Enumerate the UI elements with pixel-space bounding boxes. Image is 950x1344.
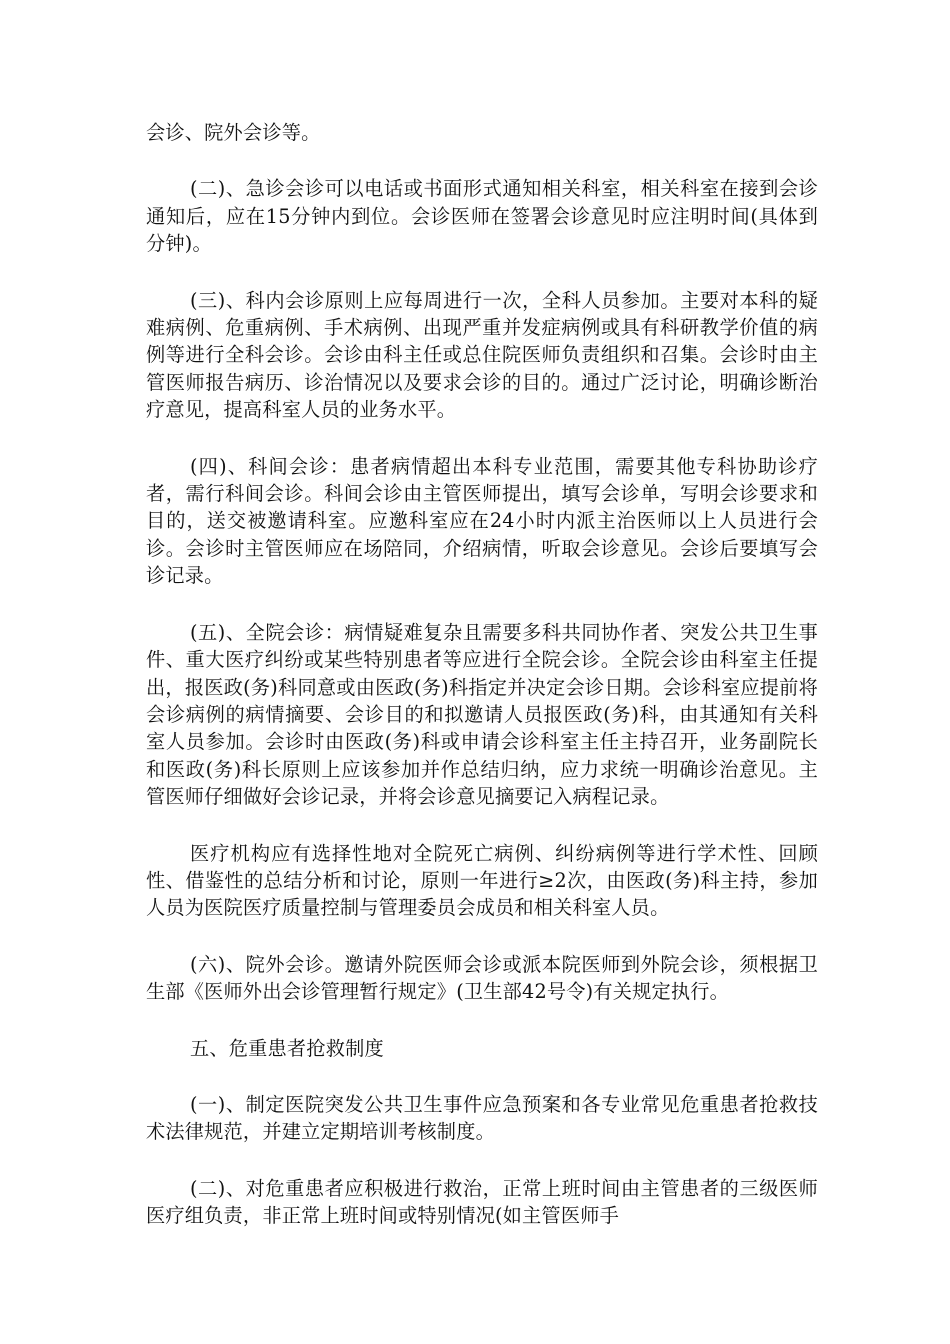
paragraph-emergency-plan: (一)、制定医院突发公共卫生事件应急预案和各专业常见危重患者抢救技术法律规范，并建立定期培训考核制度。 (146, 1092, 818, 1144)
paragraph-emergency-consultation: (二)、急诊会诊可以电话或书面形式通知相关科室，相关科室在接到会诊通知后，应在15分钟内到位。会诊医师在签署会诊意见时应注明时间(具体到分钟)。 (146, 177, 818, 256)
paragraph-department-consultation: (三)、科内会诊原则上应每周进行一次，全科人员参加。主要对本科的疑难病例、危重病例、手术病例、出现严重并发症病例或具有科研教学价值的病例等进行全科会诊。会诊由科主任或总住院医师负责组织和召集。会诊时由主管医师报告病历、诊治情况以及要求会诊的目的。通过广泛讨论，明确诊断治疗意见，提高科室人员的业务水平。 (146, 288, 818, 422)
paragraph-case-review: 医疗机构应有选择性地对全院死亡病例、纠纷病例等进行学术性、回顾性、借鉴性的总结分析和讨论，原则一年进行≥2次，由医政(务)科主持，参加人员为医院医疗质量控制与管理委员会成员和相关科室人员。 (146, 841, 818, 920)
paragraph-hospital-wide-consultation: (五)、全院会诊：病情疑难复杂且需要多科共同协作者、突发公共卫生事件、重大医疗纠纷或某些特别患者等应进行全院会诊。全院会诊由科室主任提出，报医政(务)科同意或由医政(务)科指定并决定会诊日期。会诊科室应提前将会诊病例的病情摘要、会诊目的和拟邀请人员报医政(务)科，由其通知有关科室人员参加。会诊时由医政(务)科或申请会诊科室主任主持召开，业务副院长和医政(务)科长原则上应该参加并作总结归纳，应力求统一明确诊治意见。主管医师仔细做好会诊记录，并将会诊意见摘要记入病程记录。 (146, 620, 818, 809)
section-heading-critical-rescue: 五、危重患者抢救制度 (190, 1036, 384, 1060)
document-body (146, 119, 818, 1230)
paragraph-consultation-continued: 会诊、院外会诊等。 (146, 121, 321, 144)
paragraph-external-consultation: (六)、院外会诊。邀请外院医师会诊或派本院医师到外院会诊，须根据卫生部《医师外出会诊管理暂行规定》(卫生部42号令)有关规定执行。 (146, 952, 818, 1004)
paragraph-interdepartment-consultation: (四)、科间会诊：患者病情超出本科专业范围，需要其他专科协助诊疗者，需行科间会诊。科间会诊由主管医师提出，填写会诊单，写明会诊要求和目的，送交被邀请科室。应邀科室应在24小时内派主治医师以上人员进行会诊。会诊时主管医师应在场陪同，介绍病情，听取会诊意见。会诊后要填写会诊记录。 (146, 454, 818, 588)
paragraph-critical-treatment: (二)、对危重患者应积极进行救治，正常上班时间由主管患者的三级医师医疗组负责，非正常上班时间或特别情况(如主管医师手 (146, 1176, 818, 1228)
